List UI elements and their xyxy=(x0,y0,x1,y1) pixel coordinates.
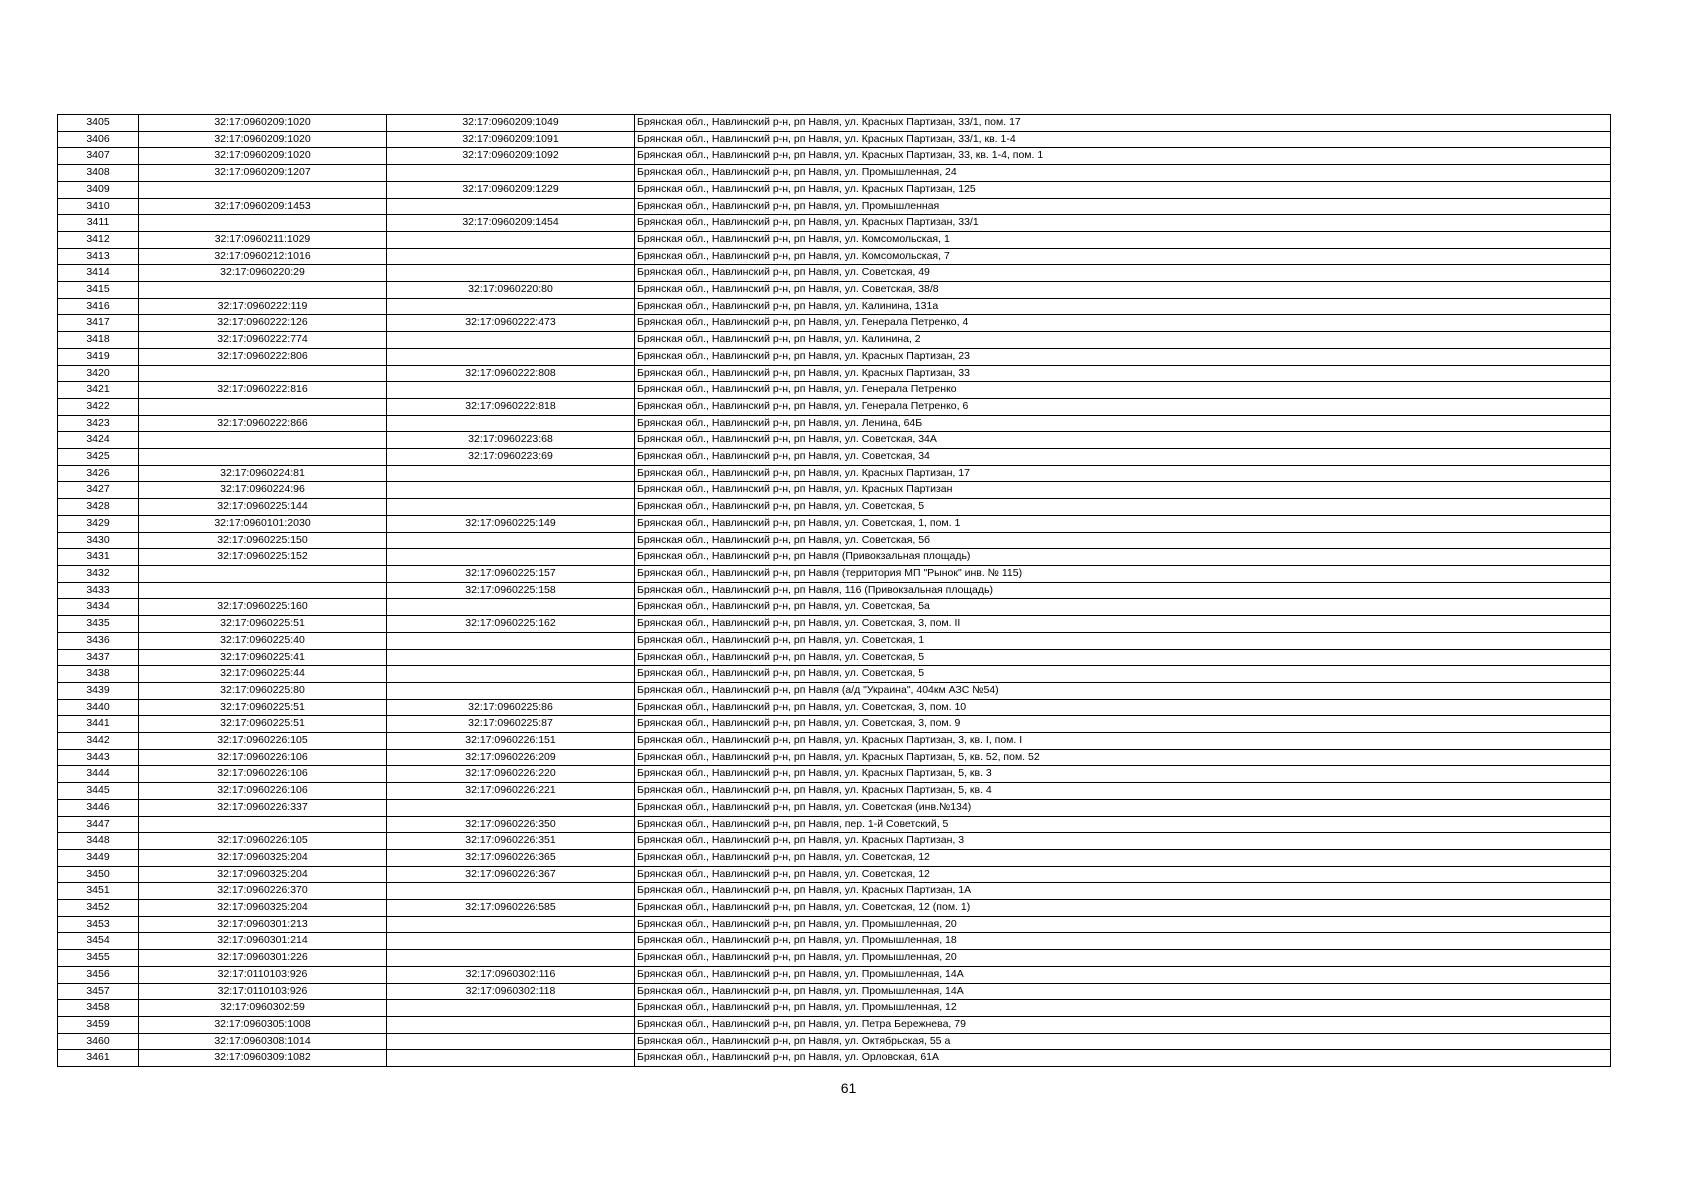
object-cadastral-number-cell xyxy=(387,632,635,649)
table-row xyxy=(58,482,1611,499)
object-cadastral-number-cell: 32:17:0960225:158 xyxy=(387,582,635,599)
registry-table xyxy=(57,114,1611,1067)
address-cell: Брянская обл., Навлинский р-н, рп Навля (Привокзальная площадь) xyxy=(635,549,1611,566)
address-cell: Брянская обл., Навлинский р-н, рп Навля, ул. Калинина, 2 xyxy=(635,332,1611,349)
table-row xyxy=(58,1050,1611,1067)
table-row xyxy=(58,248,1611,265)
address-cell: Брянская обл., Навлинский р-н, рп Навля, ул. Промышленная, 18 xyxy=(635,933,1611,950)
row-number-cell: 3438 xyxy=(58,666,139,683)
table-row xyxy=(58,1000,1611,1017)
object-cadastral-number-cell: 32:17:0960223:68 xyxy=(387,432,635,449)
address-cell: Брянская обл., Навлинский р-н, рп Навля, ул. Советская, 49 xyxy=(635,265,1611,282)
parcel-cadastral-number-cell: 32:17:0960226:106 xyxy=(139,783,387,800)
table-row xyxy=(58,198,1611,215)
row-number-cell: 3414 xyxy=(58,265,139,282)
parcel-cadastral-number-cell: 32:17:0960209:1020 xyxy=(139,148,387,165)
object-cadastral-number-cell xyxy=(387,198,635,215)
row-number-cell: 3458 xyxy=(58,1000,139,1017)
parcel-cadastral-number-cell: 32:17:0960301:213 xyxy=(139,916,387,933)
row-number-cell: 3453 xyxy=(58,916,139,933)
table-row xyxy=(58,382,1611,399)
row-number-cell: 3460 xyxy=(58,1033,139,1050)
row-number-cell: 3429 xyxy=(58,515,139,532)
object-cadastral-number-cell: 32:17:0960226:220 xyxy=(387,766,635,783)
table-row xyxy=(58,783,1611,800)
table-row xyxy=(58,315,1611,332)
object-cadastral-number-cell: 32:17:0960302:118 xyxy=(387,983,635,1000)
row-number-cell: 3418 xyxy=(58,332,139,349)
row-number-cell: 3459 xyxy=(58,1016,139,1033)
table-row xyxy=(58,766,1611,783)
row-number-cell: 3421 xyxy=(58,382,139,399)
row-number-cell: 3423 xyxy=(58,415,139,432)
object-cadastral-number-cell: 32:17:0960225:87 xyxy=(387,716,635,733)
object-cadastral-number-cell: 32:17:0960220:80 xyxy=(387,282,635,299)
address-cell: Брянская обл., Навлинский р-н, рп Навля, ул. Генерала Петренко, 6 xyxy=(635,398,1611,415)
row-number-cell: 3426 xyxy=(58,465,139,482)
address-cell: Брянская обл., Навлинский р-н, рп Навля, ул. Советская, 3, пом. 9 xyxy=(635,716,1611,733)
row-number-cell: 3447 xyxy=(58,816,139,833)
object-cadastral-number-cell xyxy=(387,666,635,683)
parcel-cadastral-number-cell: 32:17:0960226:105 xyxy=(139,733,387,750)
parcel-cadastral-number-cell: 32:17:0960301:214 xyxy=(139,933,387,950)
parcel-cadastral-number-cell: 32:17:0960222:866 xyxy=(139,415,387,432)
table-row xyxy=(58,883,1611,900)
row-number-cell: 3444 xyxy=(58,766,139,783)
row-number-cell: 3450 xyxy=(58,866,139,883)
address-cell: Брянская обл., Навлинский р-н, рп Навля, ул. Советская, 1 xyxy=(635,632,1611,649)
parcel-cadastral-number-cell: 32:17:0960225:80 xyxy=(139,682,387,699)
object-cadastral-number-cell xyxy=(387,499,635,516)
address-cell: Брянская обл., Навлинский р-н, рп Навля (а/д "Украина", 404км АЗС №54) xyxy=(635,682,1611,699)
row-number-cell: 3417 xyxy=(58,315,139,332)
object-cadastral-number-cell: 32:17:0960225:86 xyxy=(387,699,635,716)
table-row xyxy=(58,733,1611,750)
row-number-cell: 3445 xyxy=(58,783,139,800)
table-row xyxy=(58,415,1611,432)
address-cell: Брянская обл., Навлинский р-н, рп Навля, ул. Советская, 3, пом. II xyxy=(635,616,1611,633)
row-number-cell: 3452 xyxy=(58,900,139,917)
table-row xyxy=(58,115,1611,132)
object-cadastral-number-cell xyxy=(387,1016,635,1033)
parcel-cadastral-number-cell: 32:17:0960225:150 xyxy=(139,532,387,549)
row-number-cell: 3461 xyxy=(58,1050,139,1067)
object-cadastral-number-cell xyxy=(387,265,635,282)
table-row xyxy=(58,933,1611,950)
parcel-cadastral-number-cell xyxy=(139,282,387,299)
object-cadastral-number-cell: 32:17:0960222:808 xyxy=(387,365,635,382)
address-cell: Брянская обл., Навлинский р-н, рп Навля, ул. Промышленная, 14А xyxy=(635,966,1611,983)
table-row xyxy=(58,900,1611,917)
table-row xyxy=(58,649,1611,666)
address-cell: Брянская обл., Навлинский р-н, рп Навля, ул. Советская, 1, пом. 1 xyxy=(635,515,1611,532)
parcel-cadastral-number-cell: 32:17:0960222:806 xyxy=(139,348,387,365)
object-cadastral-number-cell: 32:17:0960226:350 xyxy=(387,816,635,833)
address-cell: Брянская обл., Навлинский р-н, рп Навля, ул. Красных Партизан, 33/1, кв. 1-4 xyxy=(635,131,1611,148)
registry-table-body xyxy=(58,115,1611,1067)
parcel-cadastral-number-cell: 32:17:0960224:81 xyxy=(139,465,387,482)
table-row xyxy=(58,599,1611,616)
address-cell: Брянская обл., Навлинский р-н, рп Навля, ул. Советская, 34 xyxy=(635,449,1611,466)
address-cell: Брянская обл., Навлинский р-н, рп Навля, ул. Генерала Петренко, 4 xyxy=(635,315,1611,332)
address-cell: Брянская обл., Навлинский р-н, рп Навля, ул. Комсомольская, 7 xyxy=(635,248,1611,265)
object-cadastral-number-cell xyxy=(387,1000,635,1017)
object-cadastral-number-cell: 32:17:0960226:221 xyxy=(387,783,635,800)
table-row xyxy=(58,1033,1611,1050)
table-row xyxy=(58,215,1611,232)
row-number-cell: 3443 xyxy=(58,749,139,766)
table-row xyxy=(58,515,1611,532)
parcel-cadastral-number-cell: 32:17:0960225:152 xyxy=(139,549,387,566)
row-number-cell: 3455 xyxy=(58,950,139,967)
row-number-cell: 3416 xyxy=(58,298,139,315)
object-cadastral-number-cell: 32:17:0960209:1091 xyxy=(387,131,635,148)
table-row xyxy=(58,699,1611,716)
address-cell: Брянская обл., Навлинский р-н, рп Навля, ул. Советская, 5 xyxy=(635,649,1611,666)
object-cadastral-number-cell xyxy=(387,532,635,549)
address-cell: Брянская обл., Навлинский р-н, рп Навля, ул. Ленина, 64Б xyxy=(635,415,1611,432)
object-cadastral-number-cell xyxy=(387,799,635,816)
parcel-cadastral-number-cell: 32:17:0960226:105 xyxy=(139,833,387,850)
table-row xyxy=(58,348,1611,365)
row-number-cell: 3408 xyxy=(58,165,139,182)
address-cell: Брянская обл., Навлинский р-н, рп Навля, ул. Комсомольская, 1 xyxy=(635,231,1611,248)
table-row xyxy=(58,148,1611,165)
object-cadastral-number-cell: 32:17:0960225:162 xyxy=(387,616,635,633)
table-row xyxy=(58,532,1611,549)
row-number-cell: 3437 xyxy=(58,649,139,666)
address-cell: Брянская обл., Навлинский р-н, рп Навля, ул. Красных Партизан, 5, кв. 4 xyxy=(635,783,1611,800)
address-cell: Брянская обл., Навлинский р-н, рп Навля, ул. Советская, 3, пом. 10 xyxy=(635,699,1611,716)
parcel-cadastral-number-cell: 32:17:0960308:1014 xyxy=(139,1033,387,1050)
address-cell: Брянская обл., Навлинский р-н, рп Навля, ул. Генерала Петренко xyxy=(635,382,1611,399)
row-number-cell: 3451 xyxy=(58,883,139,900)
object-cadastral-number-cell xyxy=(387,933,635,950)
object-cadastral-number-cell xyxy=(387,382,635,399)
object-cadastral-number-cell: 32:17:0960225:157 xyxy=(387,565,635,582)
object-cadastral-number-cell xyxy=(387,599,635,616)
address-cell: Брянская обл., Навлинский р-н, рп Навля, ул. Красных Партизан, 5, кв. 3 xyxy=(635,766,1611,783)
parcel-cadastral-number-cell: 32:17:0960209:1020 xyxy=(139,131,387,148)
row-number-cell: 3409 xyxy=(58,181,139,198)
address-cell: Брянская обл., Навлинский р-н, рп Навля, ул. Красных Партизан xyxy=(635,482,1611,499)
parcel-cadastral-number-cell xyxy=(139,432,387,449)
object-cadastral-number-cell xyxy=(387,1033,635,1050)
row-number-cell: 3420 xyxy=(58,365,139,382)
address-cell: Брянская обл., Навлинский р-н, рп Навля, ул. Советская, 12 (пом. 1) xyxy=(635,900,1611,917)
row-number-cell: 3411 xyxy=(58,215,139,232)
address-cell: Брянская обл., Навлинский р-н, рп Навля, ул. Промышленная xyxy=(635,198,1611,215)
address-cell: Брянская обл., Навлинский р-н, рп Навля, ул. Калинина, 131а xyxy=(635,298,1611,315)
parcel-cadastral-number-cell: 32:17:0960225:144 xyxy=(139,499,387,516)
parcel-cadastral-number-cell: 32:17:0960222:119 xyxy=(139,298,387,315)
table-row xyxy=(58,632,1611,649)
row-number-cell: 3413 xyxy=(58,248,139,265)
object-cadastral-number-cell: 32:17:0960226:151 xyxy=(387,733,635,750)
address-cell: Брянская обл., Навлинский р-н, рп Навля, ул. Орловская, 61А xyxy=(635,1050,1611,1067)
object-cadastral-number-cell xyxy=(387,1050,635,1067)
table-row xyxy=(58,298,1611,315)
table-row xyxy=(58,499,1611,516)
table-row xyxy=(58,916,1611,933)
object-cadastral-number-cell: 32:17:0960226:585 xyxy=(387,900,635,917)
object-cadastral-number-cell: 32:17:0960226:367 xyxy=(387,866,635,883)
object-cadastral-number-cell: 32:17:0960226:365 xyxy=(387,849,635,866)
object-cadastral-number-cell: 32:17:0960302:116 xyxy=(387,966,635,983)
table-row xyxy=(58,682,1611,699)
address-cell: Брянская обл., Навлинский р-н, рп Навля, ул. Красных Партизан, 33/1, пом. 17 xyxy=(635,115,1611,132)
parcel-cadastral-number-cell xyxy=(139,565,387,582)
parcel-cadastral-number-cell: 32:17:0960209:1207 xyxy=(139,165,387,182)
row-number-cell: 3441 xyxy=(58,716,139,733)
row-number-cell: 3432 xyxy=(58,565,139,582)
table-row xyxy=(58,465,1611,482)
address-cell: Брянская обл., Навлинский р-н, рп Навля, ул. Советская, 5 xyxy=(635,499,1611,516)
object-cadastral-number-cell xyxy=(387,883,635,900)
table-row xyxy=(58,265,1611,282)
row-number-cell: 3427 xyxy=(58,482,139,499)
table-row xyxy=(58,582,1611,599)
table-row xyxy=(58,666,1611,683)
parcel-cadastral-number-cell xyxy=(139,398,387,415)
row-number-cell: 3457 xyxy=(58,983,139,1000)
object-cadastral-number-cell xyxy=(387,950,635,967)
address-cell: Брянская обл., Навлинский р-н, рп Навля, ул. Красных Партизан, 125 xyxy=(635,181,1611,198)
parcel-cadastral-number-cell: 32:17:0960301:226 xyxy=(139,950,387,967)
address-cell: Брянская обл., Навлинский р-н, рп Навля, ул. Советская, 38/8 xyxy=(635,282,1611,299)
parcel-cadastral-number-cell: 32:17:0960325:204 xyxy=(139,900,387,917)
parcel-cadastral-number-cell xyxy=(139,365,387,382)
table-row xyxy=(58,799,1611,816)
parcel-cadastral-number-cell: 32:17:0960225:44 xyxy=(139,666,387,683)
table-row xyxy=(58,165,1611,182)
parcel-cadastral-number-cell: 32:17:0960222:126 xyxy=(139,315,387,332)
row-number-cell: 3428 xyxy=(58,499,139,516)
table-row xyxy=(58,365,1611,382)
object-cadastral-number-cell xyxy=(387,248,635,265)
object-cadastral-number-cell xyxy=(387,415,635,432)
table-row xyxy=(58,833,1611,850)
address-cell: Брянская обл., Навлинский р-н, рп Навля, ул. Советская, 12 xyxy=(635,849,1611,866)
parcel-cadastral-number-cell: 32:17:0960225:160 xyxy=(139,599,387,616)
table-row xyxy=(58,432,1611,449)
parcel-cadastral-number-cell: 32:17:0960325:204 xyxy=(139,849,387,866)
object-cadastral-number-cell xyxy=(387,482,635,499)
parcel-cadastral-number-cell: 32:17:0960222:774 xyxy=(139,332,387,349)
object-cadastral-number-cell xyxy=(387,348,635,365)
table-row xyxy=(58,966,1611,983)
object-cadastral-number-cell xyxy=(387,332,635,349)
row-number-cell: 3448 xyxy=(58,833,139,850)
object-cadastral-number-cell: 32:17:0960226:351 xyxy=(387,833,635,850)
row-number-cell: 3449 xyxy=(58,849,139,866)
object-cadastral-number-cell xyxy=(387,682,635,699)
parcel-cadastral-number-cell xyxy=(139,582,387,599)
table-row xyxy=(58,1016,1611,1033)
parcel-cadastral-number-cell: 32:17:0960220:29 xyxy=(139,265,387,282)
address-cell: Брянская обл., Навлинский р-н, рп Навля, ул. Красных Партизан, 33/1 xyxy=(635,215,1611,232)
row-number-cell: 3442 xyxy=(58,733,139,750)
row-number-cell: 3419 xyxy=(58,348,139,365)
parcel-cadastral-number-cell: 32:17:0960305:1008 xyxy=(139,1016,387,1033)
address-cell: Брянская обл., Навлинский р-н, рп Навля, ул. Красных Партизан, 23 xyxy=(635,348,1611,365)
address-cell: Брянская обл., Навлинский р-н, рп Навля (территория МП "Рынок" инв. № 115) xyxy=(635,565,1611,582)
table-row xyxy=(58,565,1611,582)
object-cadastral-number-cell xyxy=(387,298,635,315)
object-cadastral-number-cell: 32:17:0960226:209 xyxy=(387,749,635,766)
object-cadastral-number-cell xyxy=(387,231,635,248)
table-row xyxy=(58,950,1611,967)
parcel-cadastral-number-cell: 32:17:0960225:41 xyxy=(139,649,387,666)
address-cell: Брянская обл., Навлинский р-н, рп Навля, пер. 1-й Советский, 5 xyxy=(635,816,1611,833)
parcel-cadastral-number-cell xyxy=(139,181,387,198)
row-number-cell: 3435 xyxy=(58,616,139,633)
table-row xyxy=(58,549,1611,566)
address-cell: Брянская обл., Навлинский р-н, рп Навля, ул. Петра Бережнева, 79 xyxy=(635,1016,1611,1033)
object-cadastral-number-cell xyxy=(387,916,635,933)
row-number-cell: 3410 xyxy=(58,198,139,215)
object-cadastral-number-cell: 32:17:0960225:149 xyxy=(387,515,635,532)
table-row xyxy=(58,181,1611,198)
parcel-cadastral-number-cell: 32:17:0960225:51 xyxy=(139,616,387,633)
page-number: 61 xyxy=(840,1080,857,1096)
parcel-cadastral-number-cell: 32:17:0110103:926 xyxy=(139,966,387,983)
address-cell: Брянская обл., Навлинский р-н, рп Навля, ул. Промышленная, 14А xyxy=(635,983,1611,1000)
table-row xyxy=(58,282,1611,299)
address-cell: Брянская обл., Навлинский р-н, рп Навля, ул. Промышленная, 20 xyxy=(635,950,1611,967)
row-number-cell: 3405 xyxy=(58,115,139,132)
parcel-cadastral-number-cell: 32:17:0960226:106 xyxy=(139,749,387,766)
address-cell: Брянская обл., Навлинский р-н, рп Навля, ул. Промышленная, 24 xyxy=(635,165,1611,182)
object-cadastral-number-cell: 32:17:0960209:1049 xyxy=(387,115,635,132)
table-row xyxy=(58,816,1611,833)
parcel-cadastral-number-cell: 32:17:0960309:1082 xyxy=(139,1050,387,1067)
table-row xyxy=(58,231,1611,248)
parcel-cadastral-number-cell: 32:17:0960226:337 xyxy=(139,799,387,816)
parcel-cadastral-number-cell: 32:17:0960225:51 xyxy=(139,716,387,733)
object-cadastral-number-cell: 32:17:0960223:69 xyxy=(387,449,635,466)
address-cell: Брянская обл., Навлинский р-н, рп Навля, 116 (Привокзальная площадь) xyxy=(635,582,1611,599)
row-number-cell: 3422 xyxy=(58,398,139,415)
parcel-cadastral-number-cell: 32:17:0110103:926 xyxy=(139,983,387,1000)
parcel-cadastral-number-cell: 32:17:0960209:1453 xyxy=(139,198,387,215)
address-cell: Брянская обл., Навлинский р-н, рп Навля, ул. Советская, 5 xyxy=(635,666,1611,683)
parcel-cadastral-number-cell xyxy=(139,816,387,833)
object-cadastral-number-cell xyxy=(387,549,635,566)
row-number-cell: 3415 xyxy=(58,282,139,299)
object-cadastral-number-cell: 32:17:0960209:1092 xyxy=(387,148,635,165)
parcel-cadastral-number-cell: 32:17:0960211:1029 xyxy=(139,231,387,248)
parcel-cadastral-number-cell: 32:17:0960222:816 xyxy=(139,382,387,399)
address-cell: Брянская обл., Навлинский р-н, рп Навля, ул. Красных Партизан, 3 xyxy=(635,833,1611,850)
table-row xyxy=(58,332,1611,349)
table-row xyxy=(58,866,1611,883)
table-row xyxy=(58,131,1611,148)
parcel-cadastral-number-cell: 32:17:0960302:59 xyxy=(139,1000,387,1017)
row-number-cell: 3407 xyxy=(58,148,139,165)
address-cell: Брянская обл., Навлинский р-н, рп Навля, ул. Красных Партизан, 5, кв. 52, пом. 52 xyxy=(635,749,1611,766)
row-number-cell: 3406 xyxy=(58,131,139,148)
row-number-cell: 3425 xyxy=(58,449,139,466)
table-row xyxy=(58,449,1611,466)
address-cell: Брянская обл., Навлинский р-н, рп Навля, ул. Красных Партизан, 1А xyxy=(635,883,1611,900)
row-number-cell: 3454 xyxy=(58,933,139,950)
parcel-cadastral-number-cell: 32:17:0960325:204 xyxy=(139,866,387,883)
row-number-cell: 3431 xyxy=(58,549,139,566)
row-number-cell: 3434 xyxy=(58,599,139,616)
address-cell: Брянская обл., Навлинский р-н, рп Навля, ул. Советская (инв.№134) xyxy=(635,799,1611,816)
object-cadastral-number-cell xyxy=(387,465,635,482)
parcel-cadastral-number-cell: 32:17:0960101:2030 xyxy=(139,515,387,532)
parcel-cadastral-number-cell: 32:17:0960226:106 xyxy=(139,766,387,783)
table-row xyxy=(58,398,1611,415)
table-row xyxy=(58,983,1611,1000)
address-cell: Брянская обл., Навлинский р-н, рп Навля, ул. Красных Партизан, 33, кв. 1-4, пом. 1 xyxy=(635,148,1611,165)
parcel-cadastral-number-cell: 32:17:0960226:370 xyxy=(139,883,387,900)
row-number-cell: 3430 xyxy=(58,532,139,549)
address-cell: Брянская обл., Навлинский р-н, рп Навля, ул. Красных Партизан, 17 xyxy=(635,465,1611,482)
address-cell: Брянская обл., Навлинский р-н, рп Навля, ул. Промышленная, 20 xyxy=(635,916,1611,933)
object-cadastral-number-cell: 32:17:0960209:1229 xyxy=(387,181,635,198)
row-number-cell: 3440 xyxy=(58,699,139,716)
object-cadastral-number-cell: 32:17:0960222:473 xyxy=(387,315,635,332)
address-cell: Брянская обл., Навлинский р-н, рп Навля, ул. Красных Партизан, 3, кв. I, пом. I xyxy=(635,733,1611,750)
row-number-cell: 3433 xyxy=(58,582,139,599)
address-cell: Брянская обл., Навлинский р-н, рп Навля, ул. Советская, 12 xyxy=(635,866,1611,883)
table-row xyxy=(58,749,1611,766)
parcel-cadastral-number-cell: 32:17:0960212:1016 xyxy=(139,248,387,265)
parcel-cadastral-number-cell: 32:17:0960225:51 xyxy=(139,699,387,716)
parcel-cadastral-number-cell xyxy=(139,215,387,232)
object-cadastral-number-cell xyxy=(387,165,635,182)
object-cadastral-number-cell: 32:17:0960222:818 xyxy=(387,398,635,415)
parcel-cadastral-number-cell: 32:17:0960225:40 xyxy=(139,632,387,649)
address-cell: Брянская обл., Навлинский р-н, рп Навля, ул. Советская, 5а xyxy=(635,599,1611,616)
address-cell: Брянская обл., Навлинский р-н, рп Навля, ул. Советская, 34А xyxy=(635,432,1611,449)
table-row xyxy=(58,849,1611,866)
row-number-cell: 3412 xyxy=(58,231,139,248)
address-cell: Брянская обл., Навлинский р-н, рп Навля, ул. Октябрьская, 55 а xyxy=(635,1033,1611,1050)
row-number-cell: 3446 xyxy=(58,799,139,816)
parcel-cadastral-number-cell: 32:17:0960209:1020 xyxy=(139,115,387,132)
parcel-cadastral-number-cell xyxy=(139,449,387,466)
table-row xyxy=(58,616,1611,633)
address-cell: Брянская обл., Навлинский р-н, рп Навля, ул. Советская, 5б xyxy=(635,532,1611,549)
parcel-cadastral-number-cell: 32:17:0960224:96 xyxy=(139,482,387,499)
row-number-cell: 3424 xyxy=(58,432,139,449)
row-number-cell: 3436 xyxy=(58,632,139,649)
address-cell: Брянская обл., Навлинский р-н, рп Навля, ул. Промышленная, 12 xyxy=(635,1000,1611,1017)
table-row xyxy=(58,716,1611,733)
address-cell: Брянская обл., Навлинский р-н, рп Навля, ул. Красных Партизан, 33 xyxy=(635,365,1611,382)
object-cadastral-number-cell: 32:17:0960209:1454 xyxy=(387,215,635,232)
row-number-cell: 3439 xyxy=(58,682,139,699)
object-cadastral-number-cell xyxy=(387,649,635,666)
row-number-cell: 3456 xyxy=(58,966,139,983)
